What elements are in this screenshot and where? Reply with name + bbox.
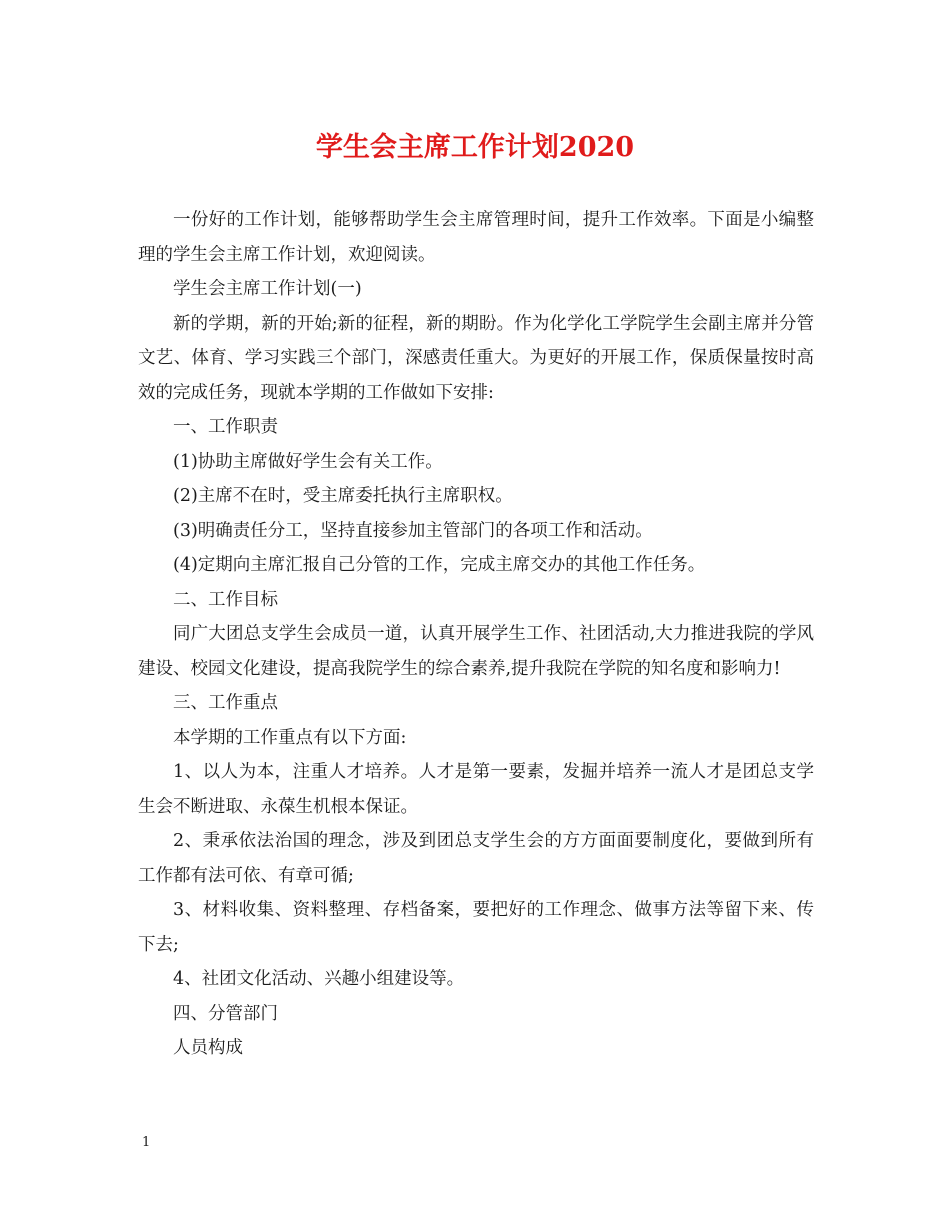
- section-heading: 一、工作职责: [173, 417, 278, 437]
- page-number: 1: [142, 1135, 151, 1150]
- list-item: 3、材料收集、资料整理、存档备案，要把好的工作理念、做事方法等留下来、传下去;: [138, 900, 814, 955]
- section-heading: 学生会主席工作计划(一): [173, 279, 362, 299]
- list-item: (1)协助主席做好学生会有关工作。: [173, 451, 443, 472]
- section-heading: 三、工作重点: [173, 693, 278, 713]
- list-item: (4)定期向主席汇报自己分管的工作，完成主席交办的其他工作任务。: [173, 555, 706, 575]
- list-item: 1、以人为本，注重人才培养。人才是第一要素，发掘并培养一流人才是团总支学生会不断进取、永葆生机根本保证。: [138, 762, 814, 817]
- paragraph: 同广大团总支学生会成员一道，认真开展学生工作、社团活动,大力推进我院的学风建设、校园文化建设，提高我院学生的综合素养,提升我院在学院的知名度和影响力!: [138, 624, 814, 679]
- paragraph: 人员构成: [173, 1038, 243, 1058]
- paragraph: 本学期的工作重点有以下方面:: [173, 727, 407, 748]
- list-item: 4、社团文化活动、兴趣小组建设等。: [173, 969, 465, 989]
- list-item: (2)主席不在时，受主席委托执行主席职权。: [173, 486, 513, 506]
- section-heading: 四、分管部门: [173, 1003, 278, 1024]
- paragraph: 新的学期，新的开始;新的征程，新的期盼。作为化学化工学院学生会副主席并分管文艺、体育、学习实践三个部门，深感责任重大。为更好的开展工作，保质保量按时高效的完成任务，现就本学期的工作做如下安排:: [138, 313, 814, 403]
- paragraph: 一份好的工作计划，能够帮助学生会主席管理时间，提升工作效率。下面是小编整理的学生会主席工作计划，欢迎阅读。: [138, 210, 814, 265]
- list-item: 2、秉承依法治国的理念，涉及到团总支学生会的方方面面要制度化，要做到所有工作都有法可依、有章可循;: [138, 831, 814, 886]
- list-item: (3)明确责任分工，坚持直接参加主管部门的各项工作和活动。: [173, 520, 653, 541]
- section-heading: 二、工作目标: [173, 589, 278, 610]
- document-body: [138, 203, 814, 1066]
- document-title: 学生会主席工作计划2020: [315, 132, 635, 163]
